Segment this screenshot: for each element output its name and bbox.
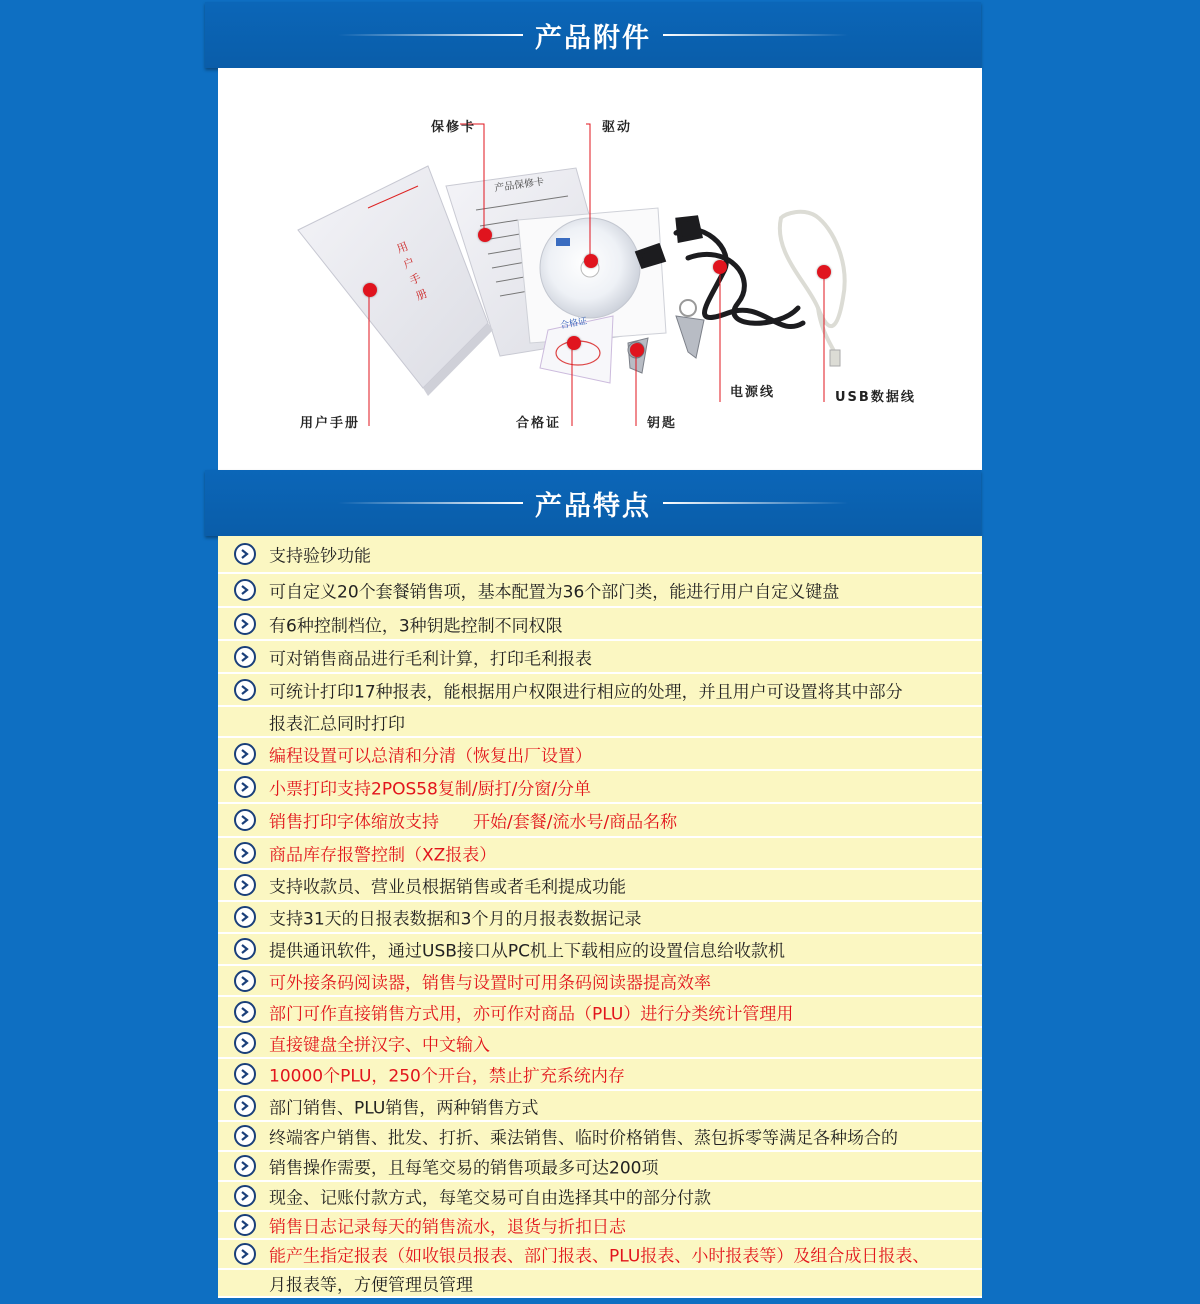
label-driver: 驱动	[602, 120, 633, 135]
feature-row	[218, 574, 982, 608]
banner-line-right	[663, 34, 848, 36]
feature-row	[218, 1212, 982, 1240]
section-title: 产品附件	[535, 22, 651, 54]
feature-text: 10000个PLU，250个开台，禁止扩充系统内存	[269, 1066, 625, 1087]
feature-row	[218, 997, 982, 1028]
section-title: 产品特点	[535, 490, 651, 522]
chevron-right-icon	[234, 543, 256, 565]
manual-cover-title: 用户手册	[393, 239, 432, 308]
feature-text: 支持收款员、营业员根据销售或者毛利提成功能	[269, 877, 626, 898]
chevron-right-icon	[234, 842, 256, 864]
chevron-right-icon	[234, 970, 256, 992]
feature-row	[218, 641, 982, 674]
chevron-right-icon	[234, 646, 256, 668]
feature-row	[218, 804, 982, 838]
feature-list	[218, 536, 982, 1298]
chevron-right-icon	[234, 1001, 256, 1023]
chevron-right-icon	[234, 1185, 256, 1207]
label-keys: 钥匙	[647, 416, 678, 431]
label-user-manual: 用户手册	[300, 416, 361, 431]
feature-text: 直接键盘全拼汉字、中文输入	[269, 1035, 490, 1055]
feature-text: 部门可作直接销售方式用，亦可作对商品（PLU）进行分类统计管理用	[269, 1004, 794, 1024]
chevron-right-icon	[234, 906, 256, 928]
banner-line-left	[338, 502, 523, 504]
feature-text: 销售操作需要，且每笔交易的销售项最多可达200项	[269, 1158, 659, 1179]
chevron-right-icon	[234, 1095, 256, 1117]
feature-text: 销售日志记录每天的销售流水，退货与折扣日志	[269, 1217, 626, 1238]
label-usb-cable: USB数据线	[835, 390, 916, 405]
chevron-right-icon	[234, 1243, 256, 1265]
marker-dot-manual	[363, 283, 377, 297]
marker-dot-usb	[817, 265, 831, 279]
feature-row	[218, 1028, 982, 1059]
feature-text: 小票打印支持2POS58复制/厨打/分窗/分单	[269, 779, 592, 799]
feature-row	[218, 1091, 982, 1122]
marker-dot-power	[713, 260, 727, 274]
feature-row	[218, 1270, 982, 1298]
chevron-right-icon	[234, 938, 256, 960]
feature-text: 支持验钞功能	[269, 546, 371, 567]
feature-text: 部门销售、PLU销售，两种销售方式	[269, 1098, 539, 1118]
chevron-right-icon	[234, 776, 256, 798]
feature-row	[218, 608, 982, 641]
feature-text: 有6种控制档位，3种钥匙控制不同权限	[269, 616, 563, 636]
marker-dot-warranty	[478, 228, 492, 242]
feature-row	[218, 934, 982, 966]
feature-row	[218, 771, 982, 804]
feature-row	[218, 707, 982, 738]
marker-dot-driver	[584, 254, 598, 268]
feature-text: 终端客户销售、批发、打折、乘法销售、临时价格销售、蒸包拆零等满足各种场合的	[269, 1128, 898, 1149]
section-banner-accessories	[205, 2, 981, 68]
feature-text: 编程设置可以总清和分清（恢复出厂设置）	[269, 746, 592, 766]
chevron-right-icon	[234, 1214, 256, 1236]
label-power-cable: 电源线	[730, 385, 776, 400]
chevron-right-icon	[234, 579, 256, 601]
chevron-right-icon	[234, 1125, 256, 1147]
feature-row	[218, 870, 982, 902]
banner-line-right	[663, 502, 848, 504]
feature-row	[218, 1152, 982, 1182]
feature-text: 提供通讯软件，通过USB接口从PC机上下载相应的设置信息给收款机	[269, 941, 786, 962]
feature-row	[218, 1059, 982, 1091]
feature-row	[218, 1182, 982, 1212]
feature-text: 能产生指定报表（如收银员报表、部门报表、PLU报表、小时报表等）及组合成日报表、	[269, 1246, 930, 1267]
chevron-right-icon	[234, 874, 256, 896]
feature-row	[218, 536, 982, 574]
chevron-right-icon	[234, 613, 256, 635]
feature-row	[218, 738, 982, 771]
marker-dot-keys	[630, 343, 644, 357]
feature-text: 报表汇总同时打印	[269, 714, 405, 734]
chevron-right-icon	[234, 1063, 256, 1085]
label-warranty-card: 保修卡	[431, 120, 477, 135]
certificate-card-title: 合格证	[559, 316, 588, 332]
feature-text: 可自定义20个套餐销售项，基本配置为36个部门类，能进行用户自定义键盘	[269, 582, 840, 603]
accessories-illustration	[218, 68, 982, 470]
warranty-card-title: 产品保修卡	[493, 176, 545, 195]
usb-cable	[780, 212, 845, 366]
feature-text: 商品库存报警控制（XZ报表）	[269, 845, 497, 866]
chevron-right-icon	[234, 1155, 256, 1177]
feature-text: 可统计打印17种报表，能根据用户权限进行相应的处理，并且用户可设置将其中部分	[269, 682, 903, 702]
feature-text: 月报表等，方便管理员管理	[269, 1275, 473, 1296]
feature-text: 现金、记账付款方式，每笔交易可自由选择其中的部分付款	[269, 1188, 711, 1209]
feature-row	[218, 966, 982, 997]
feature-row	[218, 674, 982, 707]
feature-text: 销售打印字体缩放支持 开始/套餐/流水号/商品名称	[269, 812, 678, 833]
accessories-photo	[218, 68, 982, 470]
feature-row	[218, 1122, 982, 1152]
section-banner-features	[205, 470, 981, 536]
banner-line-left	[338, 34, 523, 36]
chevron-right-icon	[234, 743, 256, 765]
feature-text: 支持31天的日报表数据和3个月的月报表数据记录	[269, 909, 642, 930]
feature-row	[218, 1240, 982, 1270]
feature-text: 可对销售商品进行毛利计算，打印毛利报表	[269, 649, 592, 669]
marker-dot-certificate	[567, 336, 581, 350]
feature-text: 可外接条码阅读器，销售与设置时可用条码阅读器提高效率	[269, 973, 711, 993]
chevron-right-icon	[234, 1032, 256, 1054]
feature-row	[218, 838, 982, 870]
label-certificate: 合格证	[516, 416, 562, 431]
chevron-right-icon	[234, 809, 256, 831]
feature-row	[218, 902, 982, 934]
chevron-right-icon	[234, 679, 256, 701]
